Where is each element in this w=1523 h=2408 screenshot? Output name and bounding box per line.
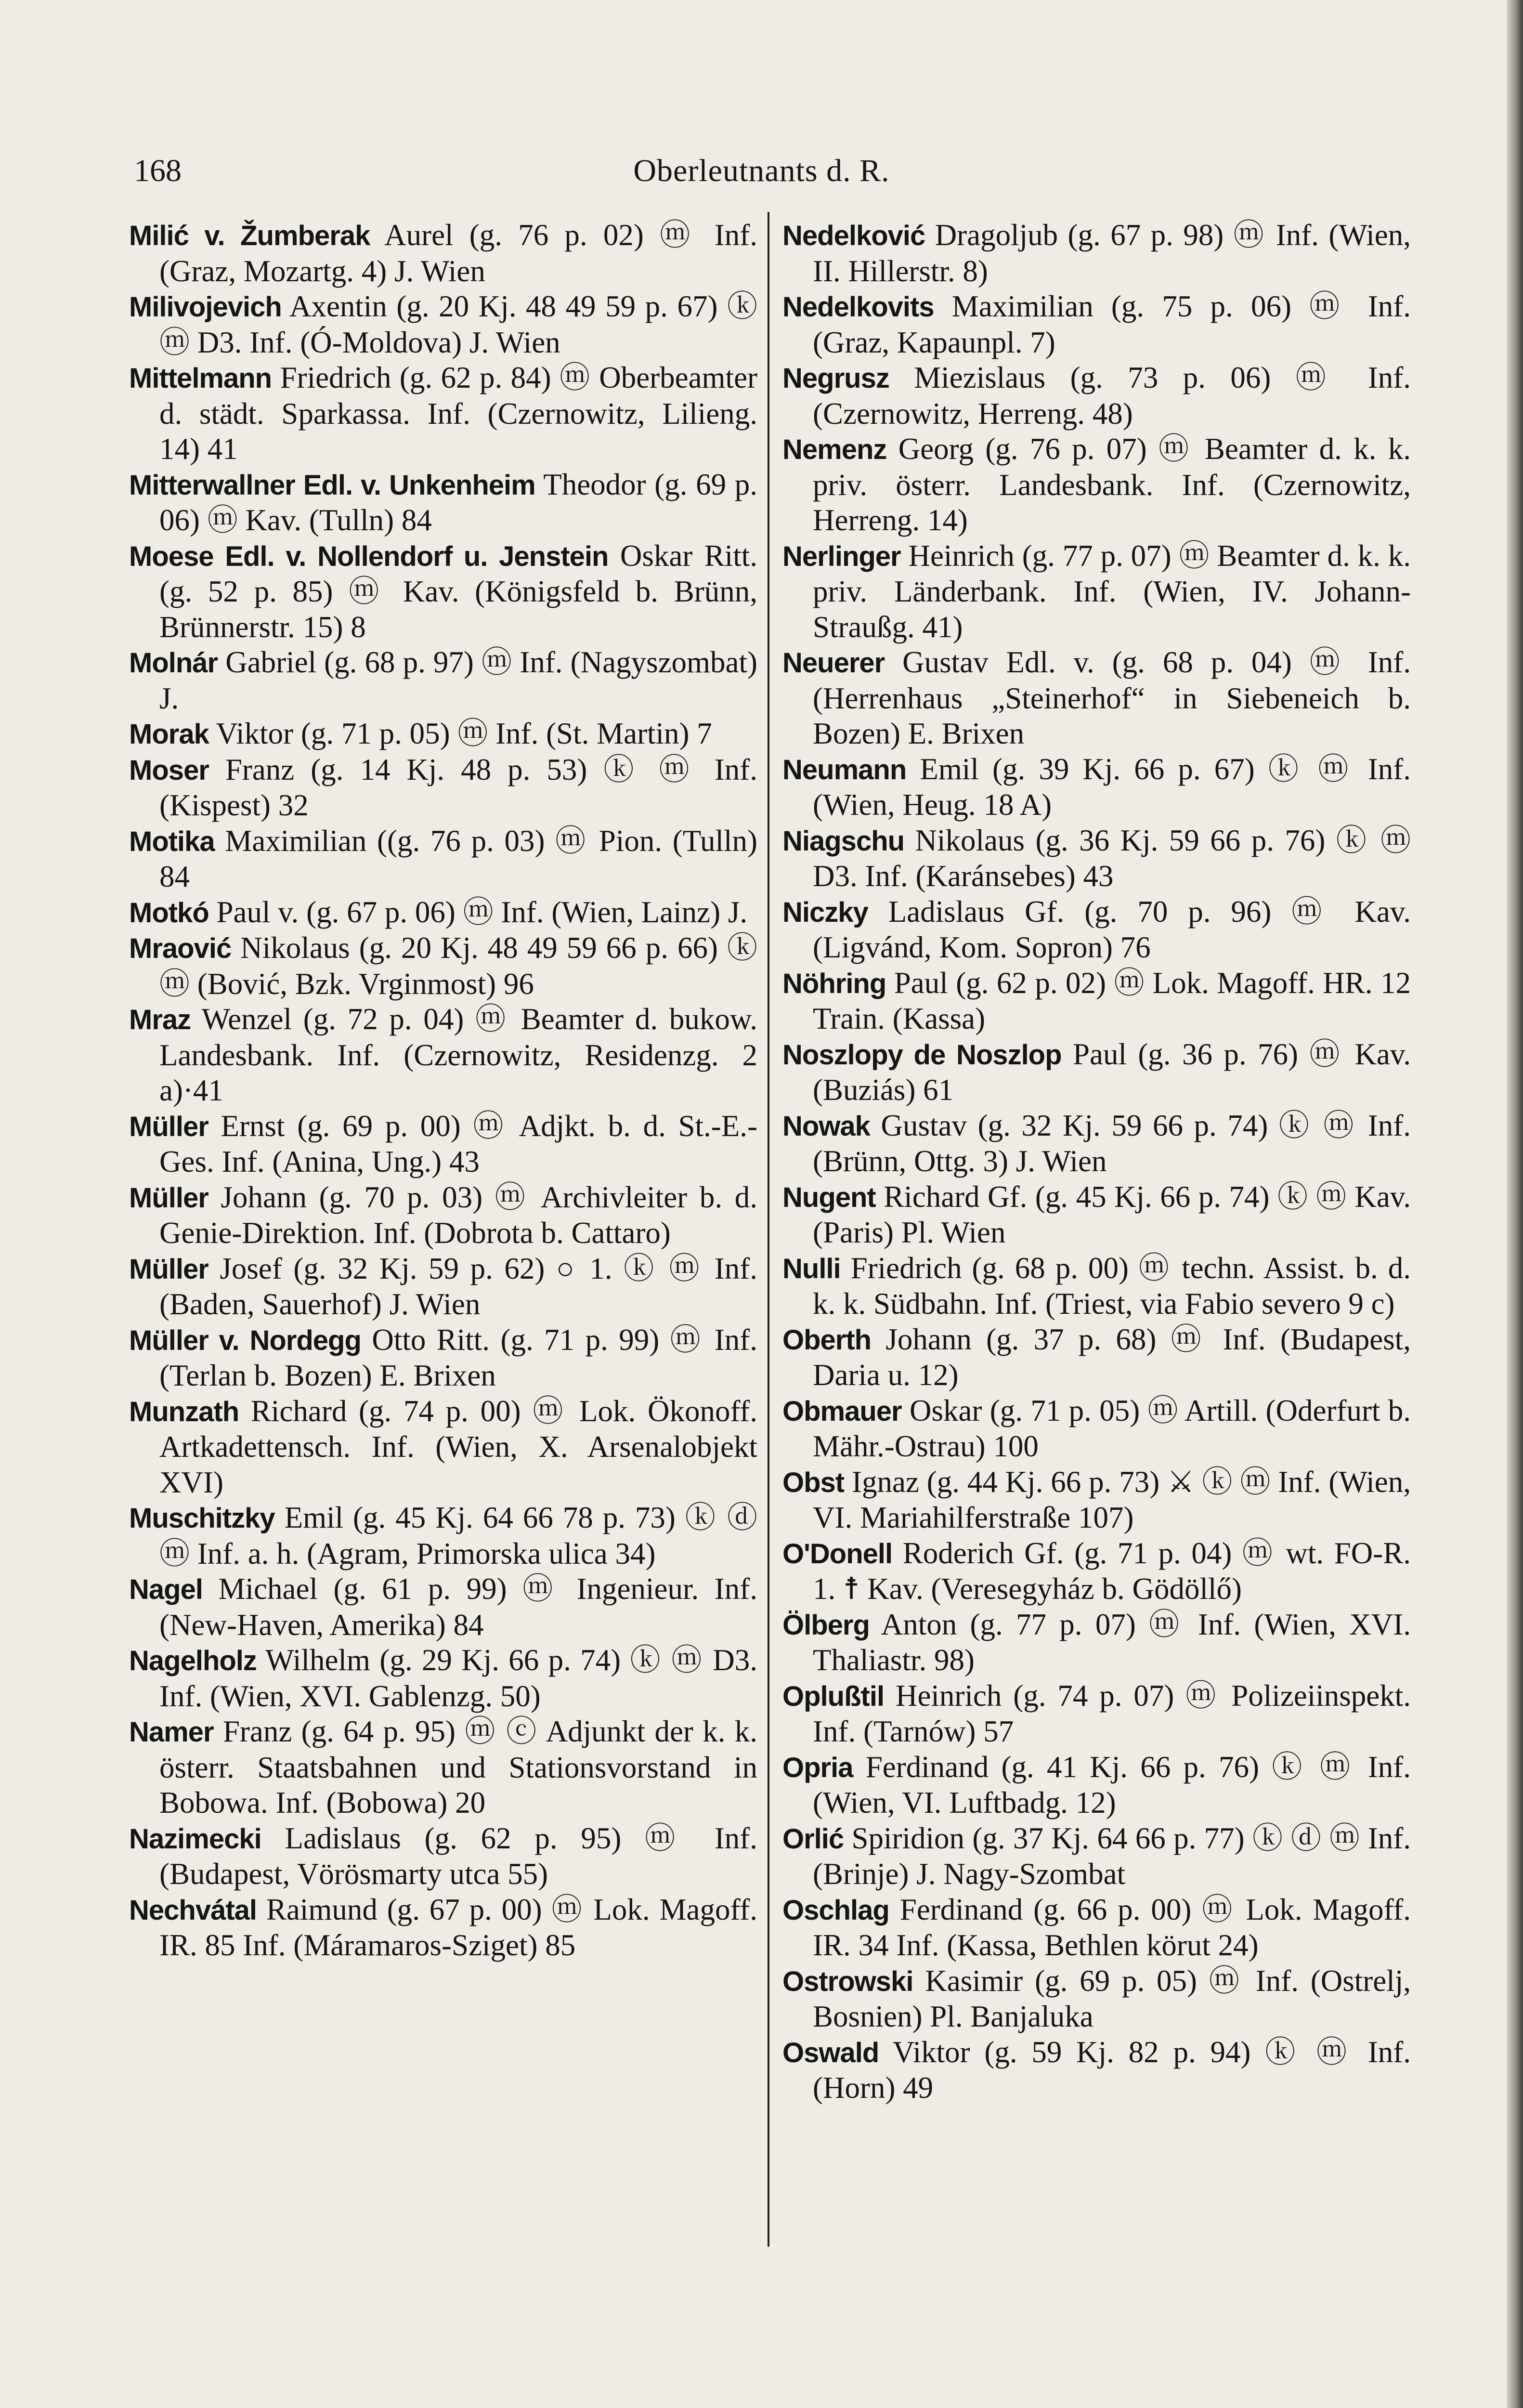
register-entry bbox=[782, 823, 1411, 894]
entry-details: Heinrich (g. 77 p. 07) ⓜ Beamter d. k. k. priv. Länderbank. Inf. (Wien, IV. Johann-Straußg. 41) bbox=[813, 538, 1411, 644]
register-entry bbox=[129, 824, 757, 895]
entry-details: Maximilian (g. 75 p. 06) ⓜ Inf. (Graz, Kapaunpl. 7) bbox=[813, 289, 1411, 359]
register-entry bbox=[782, 1322, 1411, 1393]
entry-details: Ferdinand (g. 41 Kj. 66 p. 76) ⓚ ⓜ Inf. (Wien, VI. Luftbadg. 12) bbox=[813, 1750, 1411, 1819]
entry-surname: Nowak bbox=[782, 1110, 870, 1142]
entry-surname: Nöhring bbox=[782, 968, 886, 999]
entry-details: Paul v. (g. 67 p. 06) ⓜ Inf. (Wien, Lainz) J. bbox=[216, 895, 748, 929]
scan-edge bbox=[1507, 0, 1523, 2408]
entry-surname: O'Donell bbox=[782, 1538, 893, 1570]
entry-surname: Motkó bbox=[129, 897, 209, 929]
page-number: 168 bbox=[134, 153, 182, 188]
register-entry bbox=[129, 1322, 757, 1394]
entry-details: Wilhelm (g. 29 Kj. 66 p. 74) ⓚ ⓜ D3. Inf. (Wien, XVI. Gablenzg. 50) bbox=[159, 1643, 757, 1713]
register-entry bbox=[782, 1607, 1411, 1678]
entry-details: Emil (g. 39 Kj. 66 p. 67) ⓚ ⓜ Inf. (Wien, Heug. 18 A) bbox=[813, 752, 1411, 822]
entry-details: Ernst (g. 69 p. 00) ⓜ Adjkt. b. d. St.-E.-Ges. Inf. (Anina, Ung.) 43 bbox=[159, 1109, 757, 1178]
entry-surname: Nugent bbox=[782, 1181, 876, 1213]
register-entry bbox=[129, 1500, 757, 1571]
entry-details: Wenzel (g. 72 p. 04) ⓜ Beamter d. bukow. Landesbank. Inf. (Czernowitz, Residenzg. 2 a)·41 bbox=[159, 1002, 757, 1107]
entry-details: Roderich Gf. (g. 71 p. 04) ⓜ wt. FO-R. 1. ☨ Kav. (Veresegyház b. Gödöllő) bbox=[813, 1536, 1411, 1606]
entry-surname: Muschitzky bbox=[129, 1503, 275, 1534]
entry-surname: Milivojevich bbox=[129, 291, 282, 323]
entry-details: Theodor (g. 69 p. 06) ⓜ Kav. (Tulln) 84 bbox=[159, 467, 757, 537]
entry-surname: Müller bbox=[129, 1111, 208, 1142]
register-entry bbox=[782, 1536, 1411, 1607]
entry-details: Ladislaus (g. 62 p. 95) ⓜ Inf. (Budapest, Vörösmarty utca 55) bbox=[159, 1821, 758, 1891]
entry-surname: Motika bbox=[129, 825, 215, 857]
entry-details: Heinrich (g. 74 p. 07) ⓜ Polizeiinspekt. Inf. (Tarnów) 57 bbox=[813, 1678, 1411, 1748]
entry-surname: Mraović bbox=[129, 933, 232, 964]
column-divider bbox=[768, 212, 769, 2247]
entry-surname: Oberth bbox=[782, 1324, 872, 1356]
register-entry bbox=[782, 894, 1411, 966]
entry-details: Franz (g. 64 p. 95) ⓜ ⓒ Adjunkt der k. k. österr. Staatsbahnen und Stationsvorstand in Bobowa. Inf. (Bobowa) 20 bbox=[159, 1714, 758, 1819]
entry-surname: Nulli bbox=[782, 1253, 841, 1284]
entry-details: Gabriel (g. 68 p. 97) ⓜ Inf. (Nagyszombat) J. bbox=[159, 645, 757, 715]
entry-details: Richard (g. 74 p. 00) ⓜ Lok. Ökonoff. Artkadettensch. Inf. (Wien, X. Arsenalobjekt XVI) bbox=[159, 1394, 758, 1499]
entry-surname: Moser bbox=[129, 754, 209, 786]
entry-details: Paul (g. 36 p. 76) ⓜ Kav. (Buziás) 61 bbox=[813, 1037, 1411, 1107]
entry-surname: Nagel bbox=[129, 1574, 203, 1605]
register-entry bbox=[129, 1643, 757, 1714]
entry-details: Viktor (g. 71 p. 05) ⓜ Inf. (St. Martin) 7 bbox=[216, 717, 712, 750]
entry-details: Otto Ritt. (g. 71 p. 99) ⓜ Inf. (Terlan b. Bozen) E. Brixen bbox=[159, 1322, 757, 1392]
register-entry bbox=[782, 1678, 1411, 1750]
entry-details: Axentin (g. 20 Kj. 48 49 59 p. 67) ⓚ ⓜ D3. Inf. (Ó-Moldova) J. Wien bbox=[159, 289, 757, 359]
entry-details: Friedrich (g. 62 p. 84) ⓜ Oberbeamter d. städt. Sparkassa. Inf. (Czernowitz, Lilieng. 14) 41 bbox=[159, 361, 758, 466]
entry-details: Nikolaus (g. 20 Kj. 48 49 59 66 p. 66) ⓚ ⓜ (Bović, Bzk. Vrginmost) 96 bbox=[159, 931, 757, 1001]
register-entry bbox=[129, 360, 757, 467]
entry-surname: Oswald bbox=[782, 2037, 879, 2068]
register-entry bbox=[129, 1109, 757, 1180]
entry-details: Emil (g. 45 Kj. 64 66 78 p. 73) ⓚ ⓓ ⓜ Inf. a. h. (Agram, Primorska ulica 34) bbox=[159, 1501, 758, 1570]
entry-surname: Niagschu bbox=[782, 825, 905, 857]
entry-surname: Nagelholz bbox=[129, 1645, 257, 1676]
entry-surname: Moese Edl. v. Nollendorf u. Jenstein bbox=[129, 540, 609, 572]
register-entry bbox=[782, 1393, 1411, 1465]
register-entry bbox=[129, 752, 757, 824]
entry-surname: Nedelkovits bbox=[782, 291, 934, 323]
register-entry bbox=[782, 1821, 1411, 1892]
entry-details: Anton (g. 77 p. 07) ⓜ Inf. (Wien, XVI. Thaliastr. 98) bbox=[813, 1607, 1411, 1677]
register-entry bbox=[129, 1821, 757, 1892]
entry-surname: Morak bbox=[129, 719, 209, 750]
entry-details: Viktor (g. 59 Kj. 82 p. 94) ⓚ ⓜ Inf. (Horn) 49 bbox=[813, 2035, 1411, 2105]
register-entry bbox=[782, 2035, 1411, 2106]
entry-details: Johann (g. 37 p. 68) ⓜ Inf. (Budapest, Daria u. 12) bbox=[813, 1322, 1411, 1392]
entry-surname: Nazimecki bbox=[129, 1823, 261, 1855]
entry-surname: Orlić bbox=[782, 1823, 844, 1855]
entry-details: Ignaz (g. 44 Kj. 66 p. 73) ⚔ ⓚ ⓜ Inf. (Wien, VI. Mariahilferstraße 107) bbox=[813, 1465, 1411, 1534]
entry-surname: Müller bbox=[129, 1182, 208, 1214]
running-title: Oberleutnants d. R. bbox=[633, 153, 890, 188]
entry-details: Oskar (g. 71 p. 05) ⓜ Artill. (Oderfurt b. Mähr.-Ostrau) 100 bbox=[813, 1393, 1411, 1463]
entry-surname: Mraz bbox=[129, 1004, 191, 1035]
right-column bbox=[782, 218, 1411, 2106]
register-entry bbox=[782, 432, 1411, 538]
entry-surname: Ölberg bbox=[782, 1609, 870, 1641]
entry-details: Nikolaus (g. 36 Kj. 59 66 p. 76) ⓚ ⓜ D3. Inf. (Karánsebes) 43 bbox=[813, 823, 1411, 893]
entry-surname: Noszlopy de Noszlop bbox=[782, 1039, 1062, 1071]
entry-surname: Obmauer bbox=[782, 1395, 902, 1427]
register-entry bbox=[782, 966, 1411, 1037]
register-entry bbox=[129, 1002, 757, 1109]
entry-details: Miezislaus (g. 73 p. 06) ⓜ Inf. (Czernowitz, Herreng. 48) bbox=[813, 361, 1411, 431]
entry-surname: Nerlinger bbox=[782, 540, 901, 572]
register-entry bbox=[129, 538, 757, 645]
entry-surname: Nechvátal bbox=[129, 1894, 257, 1926]
register-entry bbox=[129, 1892, 757, 1963]
entry-details: Gustav Edl. v. (g. 68 p. 04) ⓜ Inf. (Herrenhaus „Steinerhof“ in Siebeneich b. Bozen) E. Brixen bbox=[813, 645, 1411, 750]
entry-details: Franz (g. 14 Kj. 48 p. 53) ⓚ ⓜ Inf. (Kispest) 32 bbox=[159, 752, 757, 822]
entry-details: Maximilian ((g. 76 p. 03) ⓜ Pion. (Tulln) 84 bbox=[159, 824, 757, 893]
entry-surname: Negrusz bbox=[782, 363, 889, 394]
entry-details: Michael (g. 61 p. 99) ⓜ Ingenieur. Inf. (New-Haven, Amerika) 84 bbox=[159, 1572, 757, 1642]
register-entry bbox=[782, 538, 1411, 645]
entry-details: Aurel (g. 76 p. 02) ⓜ Inf. (Graz, Mozartg. 4) J. Wien bbox=[159, 218, 757, 288]
entry-details: Raimund (g. 67 p. 00) ⓜ Lok. Magoff. IR. 85 Inf. (Máramaros-Sziget) 85 bbox=[159, 1892, 758, 1962]
register-entry bbox=[782, 1179, 1411, 1251]
entry-details: Georg (g. 76 p. 07) ⓜ Beamter d. k. k. priv. österr. Landesbank. Inf. (Czernowitz, Herreng. 14) bbox=[813, 432, 1411, 537]
entry-details: Kasimir (g. 69 p. 05) ⓜ Inf. (Ostrelj, Bosnien) Pl. Banjaluka bbox=[813, 1963, 1411, 2033]
entry-details: Dragoljub (g. 67 p. 98) ⓜ Inf. (Wien, II. Hillerstr. 8) bbox=[813, 218, 1411, 288]
register-entry bbox=[782, 360, 1411, 432]
entry-details: Johann (g. 70 p. 03) ⓜ Archivleiter b. d. Genie-Direktion. Inf. (Dobrota b. Cattaro) bbox=[159, 1180, 758, 1250]
entry-surname: Opria bbox=[782, 1752, 853, 1783]
entry-surname: Oschlag bbox=[782, 1894, 889, 1926]
page-header bbox=[134, 144, 1389, 197]
entry-surname: Obst bbox=[782, 1466, 845, 1498]
register-entry bbox=[129, 289, 757, 360]
entry-surname: Niczky bbox=[782, 896, 868, 928]
register-entry bbox=[129, 1180, 757, 1251]
register-entry bbox=[782, 1251, 1411, 1322]
register-entry bbox=[782, 752, 1411, 823]
entry-details: Friedrich (g. 68 p. 00) ⓜ techn. Assist. b. d. k. k. Südbahn. Inf. (Triest, via Fabio severo 9 c) bbox=[813, 1251, 1411, 1321]
entry-details: Ferdinand (g. 66 p. 00) ⓜ Lok. Magoff. IR. 34 Inf. (Kassa, Bethlen körut 24) bbox=[813, 1892, 1411, 1962]
register-entry bbox=[129, 467, 757, 538]
register-entry bbox=[129, 716, 757, 752]
register-entry bbox=[129, 1251, 757, 1322]
entry-details: Ladislaus Gf. (g. 70 p. 96) ⓜ Kav. (Ligvánd, Kom. Sopron) 76 bbox=[813, 894, 1411, 964]
entry-surname: Nemenz bbox=[782, 434, 887, 465]
entry-details: Richard Gf. (g. 45 Kj. 66 p. 74) ⓚ ⓜ Kav. (Paris) Pl. Wien bbox=[813, 1179, 1411, 1249]
register-entry bbox=[129, 1714, 757, 1821]
entry-surname: Munzath bbox=[129, 1396, 239, 1427]
entry-surname: Milić v. Žumberak bbox=[129, 220, 370, 251]
entry-surname: Mittelmann bbox=[129, 363, 272, 394]
register-entry bbox=[129, 645, 757, 716]
left-column bbox=[129, 218, 757, 1963]
register-entry bbox=[129, 1571, 757, 1643]
register-entry bbox=[782, 645, 1411, 752]
entry-surname: Müller bbox=[129, 1253, 208, 1285]
entry-details: Paul (g. 62 p. 02) ⓜ Lok. Magoff. HR. 12 Train. (Kassa) bbox=[813, 966, 1411, 1035]
entry-details: Josef (g. 32 Kj. 59 p. 62) ○ 1. ⓚ ⓜ Inf. (Baden, Sauerhof) J. Wien bbox=[159, 1251, 758, 1321]
entry-surname: Mitterwallner Edl. v. Unkenheim bbox=[129, 469, 535, 501]
entry-surname: Ostrowski bbox=[782, 1965, 913, 1997]
entry-surname: Müller v. Nordegg bbox=[129, 1324, 361, 1356]
register-entry bbox=[782, 1108, 1411, 1179]
entry-surname: Namer bbox=[129, 1716, 214, 1748]
entry-surname: Neumann bbox=[782, 754, 907, 785]
entry-surname: Neuerer bbox=[782, 647, 885, 679]
register-entry bbox=[782, 218, 1411, 289]
register-entry bbox=[129, 930, 757, 1002]
entry-surname: Molnár bbox=[129, 647, 218, 679]
entry-details: Gustav (g. 32 Kj. 59 66 p. 74) ⓚ ⓜ Inf. (Brünn, Ottg. 3) J. Wien bbox=[813, 1108, 1411, 1178]
register-entry bbox=[782, 1892, 1411, 1963]
register-entry bbox=[782, 289, 1411, 360]
register-entry bbox=[129, 895, 757, 931]
entry-details: Oskar Ritt. (g. 52 p. 85) ⓜ Kav. (Königsfeld b. Brünn, Brünnerstr. 15) 8 bbox=[159, 538, 757, 644]
entry-surname: Nedelković bbox=[782, 220, 925, 251]
register-entry bbox=[782, 1750, 1411, 1821]
register-entry bbox=[782, 1465, 1411, 1536]
register-entry bbox=[782, 1037, 1411, 1108]
register-entry bbox=[782, 1963, 1411, 2035]
register-entry bbox=[129, 218, 757, 289]
entry-surname: Oplußtil bbox=[782, 1680, 885, 1712]
entry-details: Spiridion (g. 37 Kj. 64 66 p. 77) ⓚ ⓓ ⓜ Inf. (Brinje) J. Nagy-Szombat bbox=[813, 1821, 1411, 1891]
register-entry bbox=[129, 1394, 757, 1501]
